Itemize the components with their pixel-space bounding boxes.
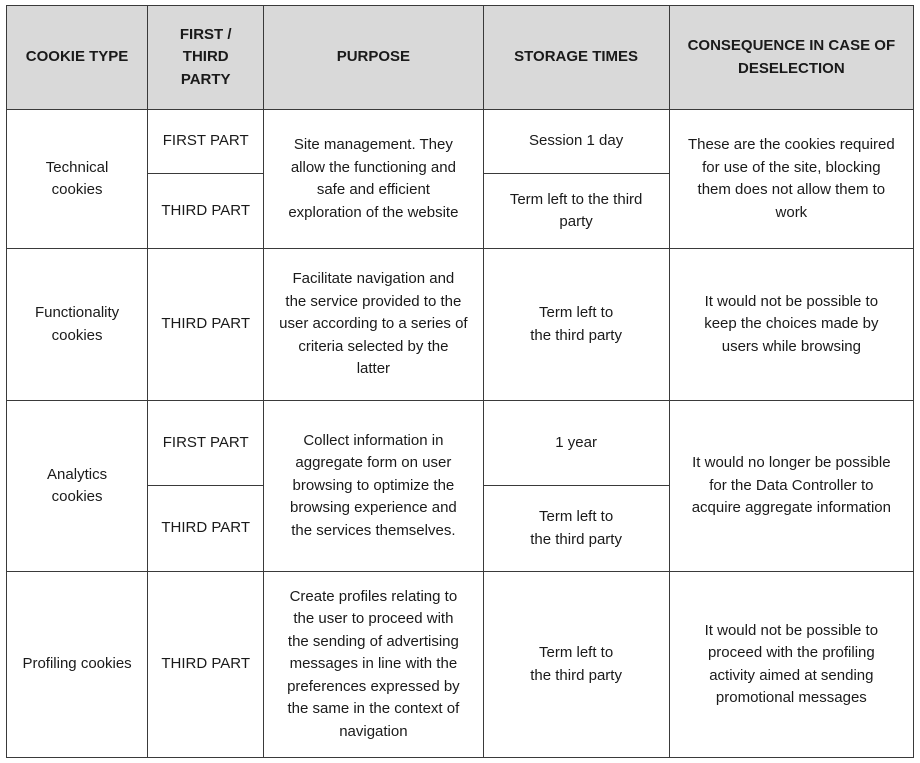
storage-cell: 1 year xyxy=(483,401,669,486)
table-row xyxy=(7,249,914,401)
consequence-cell: It would not be possible to keep the choices made by users while browsing xyxy=(669,249,913,401)
table-row xyxy=(7,572,914,758)
header-party: FIRST / THIRD PARTY xyxy=(148,6,264,110)
storage-cell: Session 1 day xyxy=(483,110,669,174)
storage-cell: Term left to the third party xyxy=(483,572,669,758)
party-cell: THIRD PART xyxy=(148,174,264,249)
storage-cell: Term left to the third party xyxy=(483,174,669,249)
header-row xyxy=(7,6,914,110)
consequence-cell: It would not be possible to proceed with the profiling activity aimed at sending promotional messages xyxy=(669,572,913,758)
header-cookie-type: COOKIE TYPE xyxy=(7,6,148,110)
header-consequence: CONSEQUENCE IN CASE OF DESELECTION xyxy=(669,6,913,110)
table-row xyxy=(7,110,914,174)
cookie-type-cell: Functionality cookies xyxy=(7,249,148,401)
storage-cell: Term left to the third party xyxy=(483,249,669,401)
cookie-type-cell: Profiling cookies xyxy=(7,572,148,758)
consequence-cell: It would no longer be possible for the Data Controller to acquire aggregate information xyxy=(669,401,913,572)
party-cell: THIRD PART xyxy=(148,572,264,758)
purpose-cell: Create profiles relating to the user to proceed with the sending of advertising messages in line with the preferences expressed by the same in the context of navigation xyxy=(264,572,483,758)
purpose-cell: Facilitate navigation and the service provided to the user according to a series of criteria selected by the latter xyxy=(264,249,483,401)
purpose-cell: Site management. They allow the functioning and safe and efficient exploration of the website xyxy=(264,110,483,249)
table-row xyxy=(7,401,914,486)
header-purpose: PURPOSE xyxy=(264,6,483,110)
header-storage-times: STORAGE TIMES xyxy=(483,6,669,110)
party-cell: FIRST PART xyxy=(148,110,264,174)
purpose-cell: Collect information in aggregate form on user browsing to optimize the browsing experience and the services themselves. xyxy=(264,401,483,572)
party-cell: FIRST PART xyxy=(148,401,264,486)
party-cell: THIRD PART xyxy=(148,486,264,572)
party-cell: THIRD PART xyxy=(148,249,264,401)
cookie-type-cell: Technical cookies xyxy=(7,110,148,249)
cookie-type-cell: Analytics cookies xyxy=(7,401,148,572)
cookie-table xyxy=(6,5,914,758)
storage-cell: Term left to the third party xyxy=(483,486,669,572)
consequence-cell: These are the cookies required for use of the site, blocking them does not allow them to work xyxy=(669,110,913,249)
